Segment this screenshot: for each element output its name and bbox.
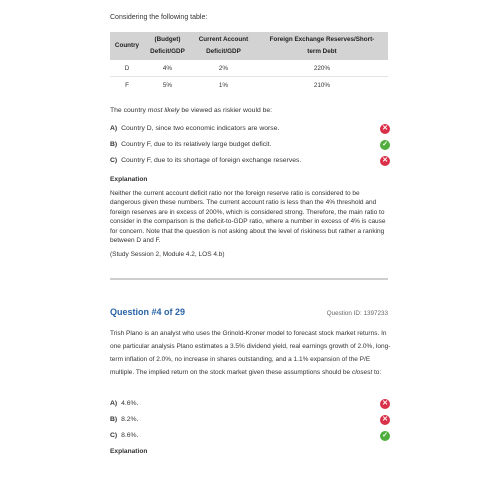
table-cell: 4% (144, 60, 191, 77)
answer-option-b[interactable] (110, 414, 390, 426)
option-letter: B) (110, 416, 118, 423)
x-icon: ✕ (380, 124, 390, 134)
answer-option-c[interactable] (110, 155, 390, 167)
table-cell: 220% (256, 60, 388, 77)
option-letter: A) (110, 125, 118, 132)
option-text: 8.6%. (121, 432, 139, 439)
question-id: Question ID: 1397233 (326, 310, 388, 317)
table-row (110, 77, 388, 94)
table-cell: F (125, 81, 129, 89)
divider (110, 278, 388, 280)
option-letter: B) (110, 141, 118, 148)
table-cell: 2% (191, 60, 256, 77)
answer-option-c[interactable] (110, 430, 390, 442)
table-cell: 1% (218, 81, 228, 89)
option-text: Country D, since two economic indicators are worse. (121, 125, 280, 132)
x-icon: ✕ (380, 156, 390, 166)
check-icon: ✓ (380, 140, 390, 150)
explanation-heading: Explanation (110, 448, 148, 455)
table-header-budget: (Budget) Deficit/GDP (144, 32, 191, 60)
table-cell: D (110, 60, 144, 77)
option-letter: C) (110, 157, 118, 164)
option-text: Country F, due to its relatively large budget deficit. (121, 141, 272, 148)
reference-text: (Study Session 2, Module 4.2, LOS 4.b) (110, 251, 225, 258)
question-body: Trish Plano is an analyst who uses the Grinold-Kroner model to forecast stock market returns. In one particular analysis Plano estimates a 3.5% dividend yield, real earnings growth of 2.0%, long-term inflation of 2.0%, no increase in shares outstanding, and a 1.1% expansion of the P/E multiple. The implied return on the stock market given these assumptions should be closest to: (110, 330, 391, 376)
data-table (110, 32, 388, 93)
table-cell: 5% (162, 81, 173, 89)
option-text: 4.6%. (121, 400, 139, 407)
answer-option-a[interactable] (110, 123, 390, 135)
question-title: Question #4 of 29 (110, 307, 186, 317)
option-text: Country F, due to its shortage of foreign exchange reserves. (121, 157, 302, 164)
table-header-reserves: Foreign Exchange Reserves/Short- term Debt (256, 32, 388, 60)
option-letter: A) (110, 400, 118, 407)
check-icon: ✓ (380, 431, 390, 441)
answer-option-a[interactable] (110, 398, 390, 410)
table-row (110, 60, 388, 77)
answer-option-b[interactable] (110, 139, 390, 151)
table-header-current-account: Current Account Deficit/GDP (191, 32, 256, 60)
table-cell: 210% (313, 81, 331, 89)
option-letter: C) (110, 432, 118, 439)
x-icon: ✕ (380, 399, 390, 409)
option-text: 8.2%. (121, 416, 139, 423)
intro-text: Considering the following table: (110, 14, 208, 21)
table-header-country: Country (110, 32, 144, 60)
x-icon: ✕ (380, 415, 390, 425)
explanation-text: Neither the current account deficit ratio nor the foreign reserve ratio is considered to be dangerous given these numbers. The current account ratio is less than the 4% threshold and foreign reserves are in excess of 200%, which is considered strong. Therefore, the main ratio to consider in the comparison is the deficit-to-GDP ratio, where a number in excess of 4% is cause for concern. Note that the question is not asking about the level of riskiness but rather a ranking between D and F. (110, 190, 386, 245)
explanation-heading: Explanation (110, 176, 148, 183)
question-prompt: The country most likely be viewed as riskier would be: (110, 107, 273, 114)
